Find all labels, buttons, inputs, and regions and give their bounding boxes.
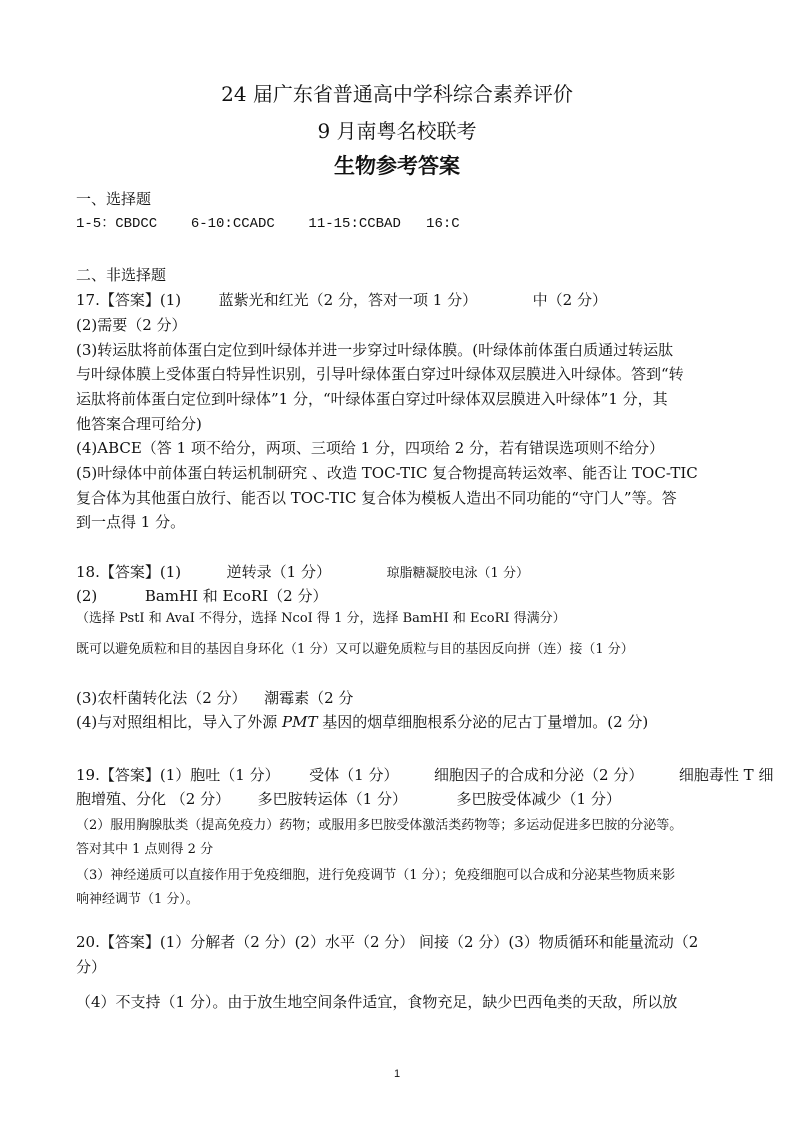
page-title-line2: 9 月南粤名校联考 [317,119,477,143]
q17-line5: 运肽将前体蛋白定位到叶绿体”1 分，“叶绿体蛋白穿过叶绿体双层膜进入叶绿体”1 分，其 [76,390,668,408]
page-title-line1: 24 届广东省普通高中学科综合素养评价 [221,82,573,106]
q19-line4: 答对其中 1 点则得 2 分 [76,842,214,857]
q18-part3-answer: (3)农杆菌转化法（2 分） [76,689,247,707]
q17-line9: 复合体为其他蛋白放行、能否以 TOC-TIC 复合体为模板人造出不同功能的“守门人”等。答 [76,489,677,507]
q17-line1 [76,290,607,310]
q17-line8: (5)叶绿体中前体蛋白转运机制研究 、改造 TOC-TIC 复合物提高转运效率、能否让 TOC-TIC [76,464,698,482]
q18-line1 [76,562,529,584]
section1-heading: 一、选择题 [76,190,152,208]
q18-line2 [76,586,327,606]
q17-line2: (2)需要（2 分） [76,316,187,334]
q18-part4-text-b: 基因的烟草细胞根系分泌的尼古丁量增加。(2 分) [317,713,649,731]
q17-line3: (3)转运肽将前体蛋白定位到叶绿体并进一步穿过叶绿体膜。(叶绿体前体蛋白质通过转运肽 [76,341,674,359]
q18-part3-extra: 潮霉素（2 分 [264,689,354,707]
q19-part1-g: 多巴胺受体减少（1 分） [456,790,621,808]
q19-line2 [76,789,621,809]
q20-line3: （4）不支持（1 分）。由于放生地空间条件适宜，食物充足，缺少巴西龟类的天敌，所以放 [76,993,678,1011]
q19-line3: （2）服用胸腺肽类（提高免疫力）药物；或服用多巴胺受体激活类药物等；多运动促进多巴胺的分泌等。 [76,818,683,833]
page-title-line3: 生物参考答案 [334,154,460,178]
q18-part2-label: (2) [76,587,98,605]
q20-line1: 20.【答案】(1）分解者（2 分）(2）水平（2 分） 间接（2 分）(3）物质循环和能量流动（2 [76,933,699,951]
q17-part1-extra: 中（2 分） [532,291,607,309]
q17-line7: (4)ABCE（答 1 项不给分，两项、三项给 1 分，四项给 2 分，若有错误选项则不给分） [76,439,665,457]
q19-part1-f: 多巴胺转运体（1 分） [257,790,407,808]
q17-part1-answer: 蓝紫光和红光（2 分，答对一项 1 分） [218,291,478,309]
q17-label: 17.【答案】(1) [76,291,182,309]
section1-answers: 1-5：CBDCC 6-10:CCADC 11-15:CCBAD 16:C [76,216,460,232]
section2-heading: 二、非选择题 [76,266,167,284]
q19-part1-c: 细胞因子的合成和分泌（2 分） [434,766,644,784]
q19-line5: （3）神经递质可以直接作用于免疫细胞，进行免疫调节（1 分）；免疫细胞可以合成和分泌某些物质来影 [76,868,676,883]
q20-line2: 分） [76,958,107,976]
q19-line1 [76,765,773,785]
q18-label: 18.【答案】(1) [76,563,182,581]
q19-part1-d: 细胞毒性 T 细 [678,766,774,784]
page-number: 1 [393,1068,401,1080]
q17-line6: 他答案合理可给分) [76,415,202,433]
q18-part4-gene: PMT [282,713,318,731]
q17-line4: 与叶绿体膜上受体蛋白特异性识别，引导叶绿体蛋白穿过叶绿体双层膜进入叶绿体。答到“转 [76,365,684,383]
q18-part1-answer: 逆转录（1 分） [226,563,331,581]
q18-part2-answer: BamHI 和 EcoRI（2 分） [144,587,328,605]
q19-part1-e: 胞增殖、分化 （2 分） [76,790,231,808]
q18-line4: 既可以避免质粒和目的基因自身环化（1 分）又可以避免质粒与目的基因反向拼（连）接（1 分） [76,642,634,657]
q18-part4-text-a: (4)与对照组相比，导入了外源 [76,713,283,731]
q18-line6 [76,712,648,732]
q18-line3: （选择 PstI 和 AvaI 不得分，选择 NcoI 得 1 分，选择 BamHI 和 EcoRI 得满分） [76,611,566,626]
q18-part1-extra: 琼脂糖凝胶电泳（1 分） [386,566,529,581]
q19-line6: 响神经调节（1 分）。 [76,892,199,907]
q19-label: 19.【答案】(1）胞吐（1 分） [76,766,280,784]
q17-line10: 到一点得 1 分。 [76,513,186,531]
q19-part1-b: 受体（1 分） [309,766,399,784]
q18-line5 [76,688,353,708]
